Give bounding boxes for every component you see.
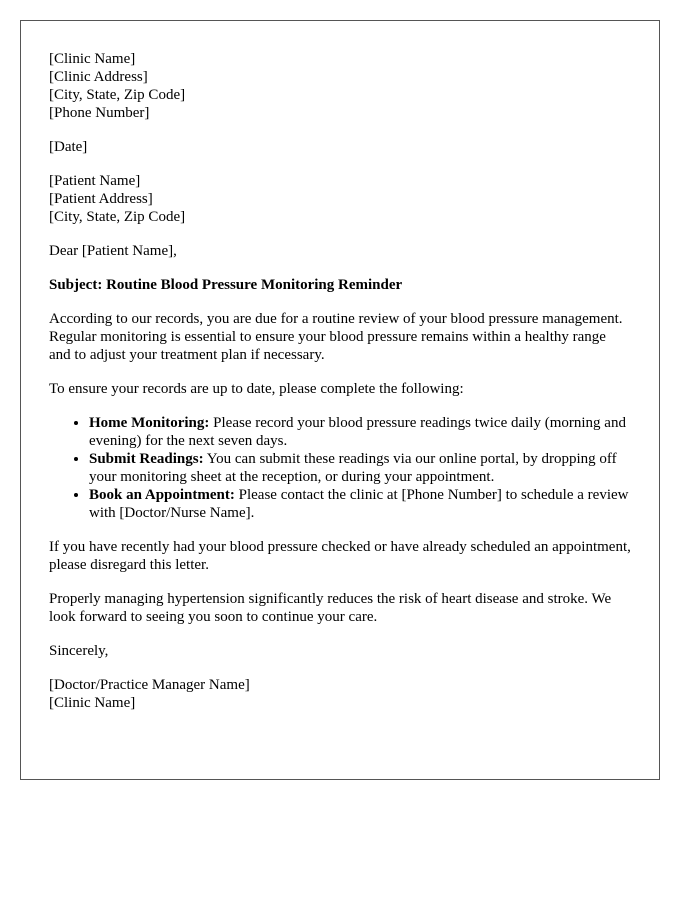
list-item <box>89 450 631 486</box>
patient-name: [Patient Name] <box>49 173 141 189</box>
signature-clinic: [Clinic Name] <box>49 695 136 711</box>
clinic-city: [City, State, Zip Code] <box>49 87 186 103</box>
salutation: Dear [Patient Name], <box>49 243 177 259</box>
list-item <box>89 414 631 450</box>
instructions-paragraph: To ensure your records are up to date, please complete the following: <box>49 381 464 397</box>
closing-paragraph: Properly managing hypertension significantly reduces the risk of heart disease and stroke. We look forward to seeing you soon to continue your care. <box>49 591 612 625</box>
list-item-text: Please record your blood pressure readings twice daily (morning and evening) for the next seven days. <box>89 415 626 449</box>
list-item-lead: Submit Readings: <box>89 451 204 467</box>
list-item-text: Please contact the clinic at [Phone Number] to schedule a review with [Doctor/Nurse Name]. <box>89 487 629 521</box>
clinic-address-block <box>49 50 631 122</box>
list-item-lead: Book an Appointment: <box>89 487 235 503</box>
clinic-name: [Clinic Name] <box>49 51 136 67</box>
letter-date: [Date] <box>49 139 88 155</box>
patient-address: [Patient Address] <box>49 191 153 207</box>
clinic-phone: [Phone Number] <box>49 105 150 121</box>
disregard-paragraph: If you have recently had your blood pressure checked or have already scheduled an appointment, please disregard this letter. <box>49 539 631 573</box>
patient-city: [City, State, Zip Code] <box>49 209 186 225</box>
signoff: Sincerely, <box>49 643 109 659</box>
subject-line: Subject: Routine Blood Pressure Monitoring Reminder <box>49 277 403 293</box>
list-item <box>89 486 631 522</box>
patient-address-block <box>49 172 631 226</box>
letter-page <box>20 20 660 780</box>
signature-block <box>49 676 631 712</box>
intro-paragraph: According to our records, you are due for a routine review of your blood pressure management. Regular monitoring is essential to ensure your blood pressure remains within a healthy range and to adjust your treatment plan if necessary. <box>49 311 623 363</box>
clinic-address: [Clinic Address] <box>49 69 148 85</box>
list-item-text: You can submit these readings via our online portal, by dropping off your monitoring sheet at the reception, or during your appointment. <box>89 451 617 485</box>
list-item-lead: Home Monitoring: <box>89 415 210 431</box>
signature-name: [Doctor/Practice Manager Name] <box>49 677 250 693</box>
action-list <box>49 414 631 522</box>
